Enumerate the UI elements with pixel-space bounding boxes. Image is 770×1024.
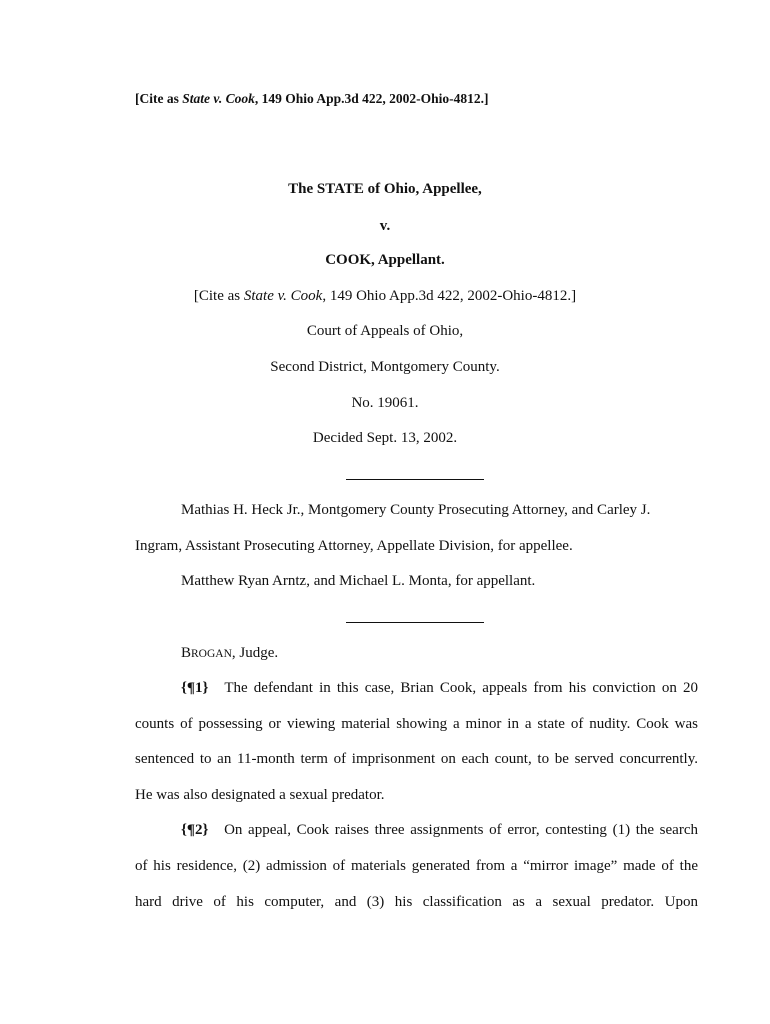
caption-decided: Decided Sept. 13, 2002. [312,430,458,446]
paragraph-1-line-1: {¶1} The defendant in this case, Brian Cook, appeals from his conviction on 20 [181,680,698,696]
caption-plaintiff: The STATE of Ohio, Appellee, [288,181,482,197]
caption-number: No. 19061. [351,395,419,411]
paragraph-2-line-2: of his residence, (2) admission of materials generated from a “mirror image” made of the [135,858,698,874]
paragraph-1-line-2: counts of possessing or viewing material showing a minor in a state of nudity. Cook was [135,716,698,732]
header-case-name: State v. Cook [182,91,255,106]
counsel-appellee-line-1: Mathias H. Heck Jr., Montgomery County Prosecuting Attorney, and Carley J. [181,502,651,518]
caption-defendant: COOK, Appellant. [325,252,445,268]
caption-case-name: State v. Cook [243,288,323,304]
caption-district: Second District, Montgomery County. [270,359,500,375]
header-citation: [Cite as State v. Cook, 149 Ohio App.3d 422, 2002-Ohio-4812.] [135,91,489,106]
caption-court: Court of Appeals of Ohio, [306,323,464,339]
paragraph-1-line-4: He was also designated a sexual predator. [135,787,385,803]
counsel-appellee-line-2: Ingram, Assistant Prosecuting Attorney, Appellate Division, for appellee. [135,538,573,554]
counsel-appellant: Matthew Ryan Arntz, and Michael L. Monta, for appellant. [181,573,536,589]
caption-versus: v. [379,218,391,234]
separator-rule-2 [346,622,484,623]
caption-citation: [Cite as State v. Cook, 149 Ohio App.3d 422, 2002-Ohio-4812.] [193,288,577,304]
paragraph-2-line-3: hard drive of his computer, and (3) his classification as a sexual predator. Upon [135,894,698,910]
paragraph-2-line-1: {¶2} On appeal, Cook raises three assignments of error, contesting (1) the search [181,822,698,838]
paragraph-1-line-3: sentenced to an 11-month term of imprisonment on each count, to be served concurrently. [135,751,698,767]
paragraph-1-mark: {¶1} [181,680,209,696]
judge-line: BROGAN, Judge. [181,645,279,661]
separator-rule-1 [346,479,484,480]
paragraph-2-mark: {¶2} [181,822,209,838]
